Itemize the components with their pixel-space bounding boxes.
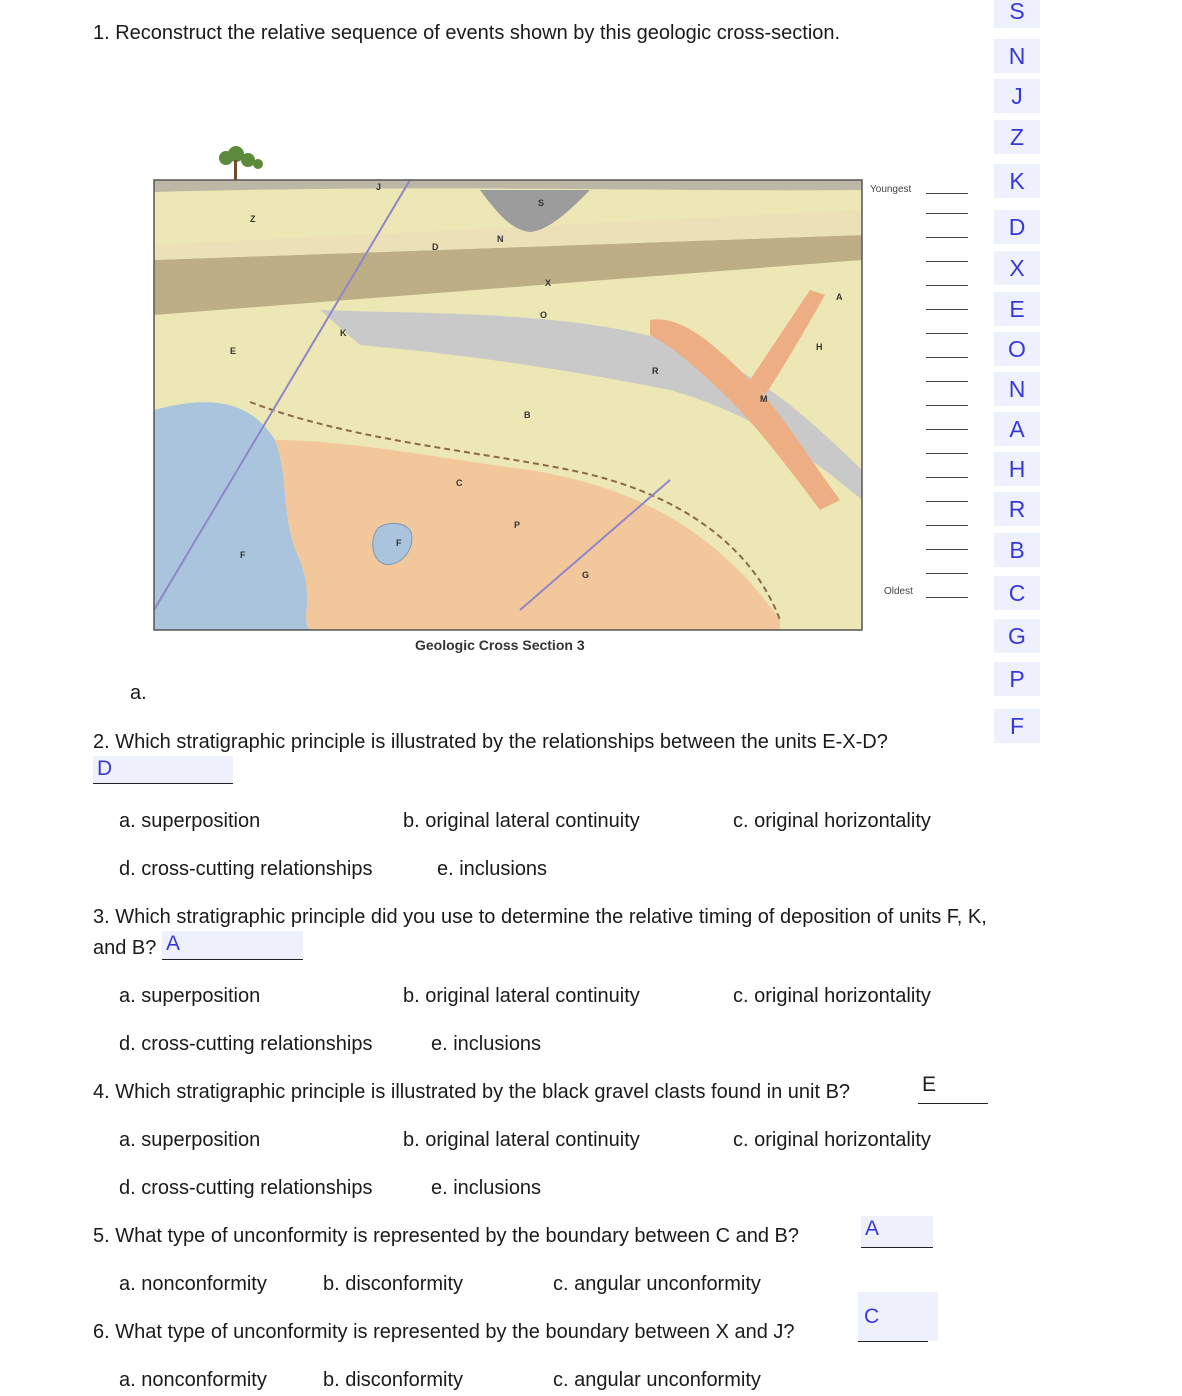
unit-label-j: J [376, 182, 382, 192]
sequence-blank[interactable] [926, 381, 968, 382]
q2-option-e: e. inclusions [437, 858, 548, 880]
sequence-answer-5[interactable]: K [994, 164, 1040, 198]
sequence-answer-10[interactable]: N [994, 372, 1040, 406]
sequence-blank[interactable] [926, 477, 968, 478]
q1-text: 1. Reconstruct the relative sequence of events shown by this geologic cross-section. [93, 22, 841, 44]
unit-label-n: N [497, 234, 504, 244]
oldest-label: Oldest [884, 586, 913, 597]
unit-label-d: D [432, 242, 439, 252]
sequence-blank[interactable] [926, 501, 968, 502]
sequence-answer-15[interactable]: C [994, 576, 1040, 610]
q4-text: 4. Which stratigraphic principle is illustrated by the black gravel clasts found in unit B? [93, 1081, 851, 1103]
sequence-answer-1[interactable]: S [994, 0, 1040, 28]
sequence-answer-12[interactable]: H [994, 452, 1040, 486]
q3-text: 3. Which stratigraphic principle did you use to determine the relative timing of deposition of units F, K, [93, 906, 987, 928]
unit-label-m: M [760, 394, 768, 404]
sequence-blank[interactable] [926, 285, 968, 286]
q4-option-e: e. inclusions [431, 1177, 542, 1199]
unit-label-e: E [230, 346, 237, 356]
figure-caption: Geologic Cross Section 3 [415, 637, 585, 653]
unit-label-b: B [524, 410, 531, 420]
q6-answer-underline [858, 1341, 928, 1342]
q2-text: 2. Which stratigraphic principle is illustrated by the relationships between the units E-X-D? [93, 731, 888, 753]
sequence-blank[interactable] [926, 573, 968, 574]
unit-label-z: Z [250, 214, 256, 224]
sequence-blank[interactable] [926, 193, 968, 194]
q3-option-b: b. original lateral continuity [403, 985, 640, 1007]
unit-label-f-inclusion: F [396, 538, 402, 548]
tree-icon [219, 146, 263, 180]
q3-option-d: d. cross-cutting relationships [119, 1033, 373, 1055]
sequence-blank[interactable] [926, 237, 968, 238]
sequence-answer-8[interactable]: E [994, 292, 1040, 326]
sequence-blank[interactable] [926, 453, 968, 454]
q4-option-c: c. original horizontality [733, 1129, 931, 1151]
q5-answer-field[interactable]: A [861, 1216, 933, 1248]
unit-label-o: O [540, 310, 548, 320]
sequence-blank[interactable] [926, 405, 968, 406]
youngest-label: Youngest [870, 184, 912, 195]
sequence-blank[interactable] [926, 333, 968, 334]
geologic-cross-section [150, 140, 980, 660]
sequence-blank[interactable] [926, 429, 968, 430]
q2-option-c: c. original horizontality [733, 810, 931, 832]
q3-option-c: c. original horizontality [733, 985, 931, 1007]
unit-label-g: G [582, 570, 590, 580]
item-label-a: a. [130, 682, 147, 704]
unit-label-x: X [545, 278, 552, 288]
q6-answer-field[interactable]: C [858, 1292, 938, 1341]
q6-option-b: b. disconformity [323, 1369, 464, 1391]
q4-option-a: a. superposition [119, 1129, 261, 1151]
sequence-blank[interactable] [926, 261, 968, 262]
sequence-answer-18[interactable]: F [994, 709, 1040, 743]
q6-option-c: c. angular unconformity [553, 1369, 761, 1391]
q5-option-a: a. nonconformity [119, 1273, 267, 1295]
sequence-blank[interactable] [926, 213, 968, 214]
q4-option-d: d. cross-cutting relationships [119, 1177, 373, 1199]
q2-option-a: a. superposition [119, 810, 261, 832]
unit-label-p: P [514, 520, 521, 530]
sequence-answer-4[interactable]: Z [994, 120, 1040, 154]
unit-label-f: F [240, 550, 246, 560]
unit-label-r: R [652, 366, 659, 376]
sequence-answer-9[interactable]: O [994, 332, 1040, 366]
sequence-blank[interactable] [926, 357, 968, 358]
unit-label-s: S [538, 198, 545, 208]
sequence-answer-16[interactable]: G [994, 619, 1040, 653]
sequence-blank[interactable] [926, 309, 968, 310]
sequence-answer-14[interactable]: B [994, 533, 1040, 567]
sequence-answer-11[interactable]: A [994, 412, 1040, 446]
sequence-answer-7[interactable]: X [994, 251, 1040, 285]
unit-label-k: K [340, 328, 347, 338]
q4-answer-field[interactable]: E [918, 1072, 988, 1104]
q4-option-b: b. original lateral continuity [403, 1129, 640, 1151]
unit-label-h: H [816, 342, 823, 352]
unit-label-c: C [456, 478, 463, 488]
sequence-answer-3[interactable]: J [994, 79, 1040, 113]
q2-option-d: d. cross-cutting relationships [119, 858, 373, 880]
q3-text-line2: and B? [93, 937, 157, 959]
sequence-blank[interactable] [926, 597, 968, 598]
q2-option-b: b. original lateral continuity [403, 810, 640, 832]
q2-answer-field[interactable]: D [93, 756, 233, 784]
sequence-answer-17[interactable]: P [994, 662, 1040, 696]
sequence-blank[interactable] [926, 549, 968, 550]
q3-option-a: a. superposition [119, 985, 261, 1007]
q5-option-b: b. disconformity [323, 1273, 464, 1295]
q6-option-a: a. nonconformity [119, 1369, 267, 1391]
q5-text: 5. What type of unconformity is represented by the boundary between C and B? [93, 1225, 799, 1247]
sequence-answer-13[interactable]: R [994, 492, 1040, 526]
sequence-blank[interactable] [926, 525, 968, 526]
q5-option-c: c. angular unconformity [553, 1273, 761, 1295]
q6-text: 6. What type of unconformity is represented by the boundary between X and J? [93, 1321, 795, 1343]
sequence-answer-2[interactable]: N [994, 39, 1040, 73]
unit-label-a: A [836, 292, 843, 302]
q3-answer-field[interactable]: A [162, 931, 303, 960]
sequence-answer-6[interactable]: D [994, 210, 1040, 244]
q3-option-e: e. inclusions [431, 1033, 542, 1055]
